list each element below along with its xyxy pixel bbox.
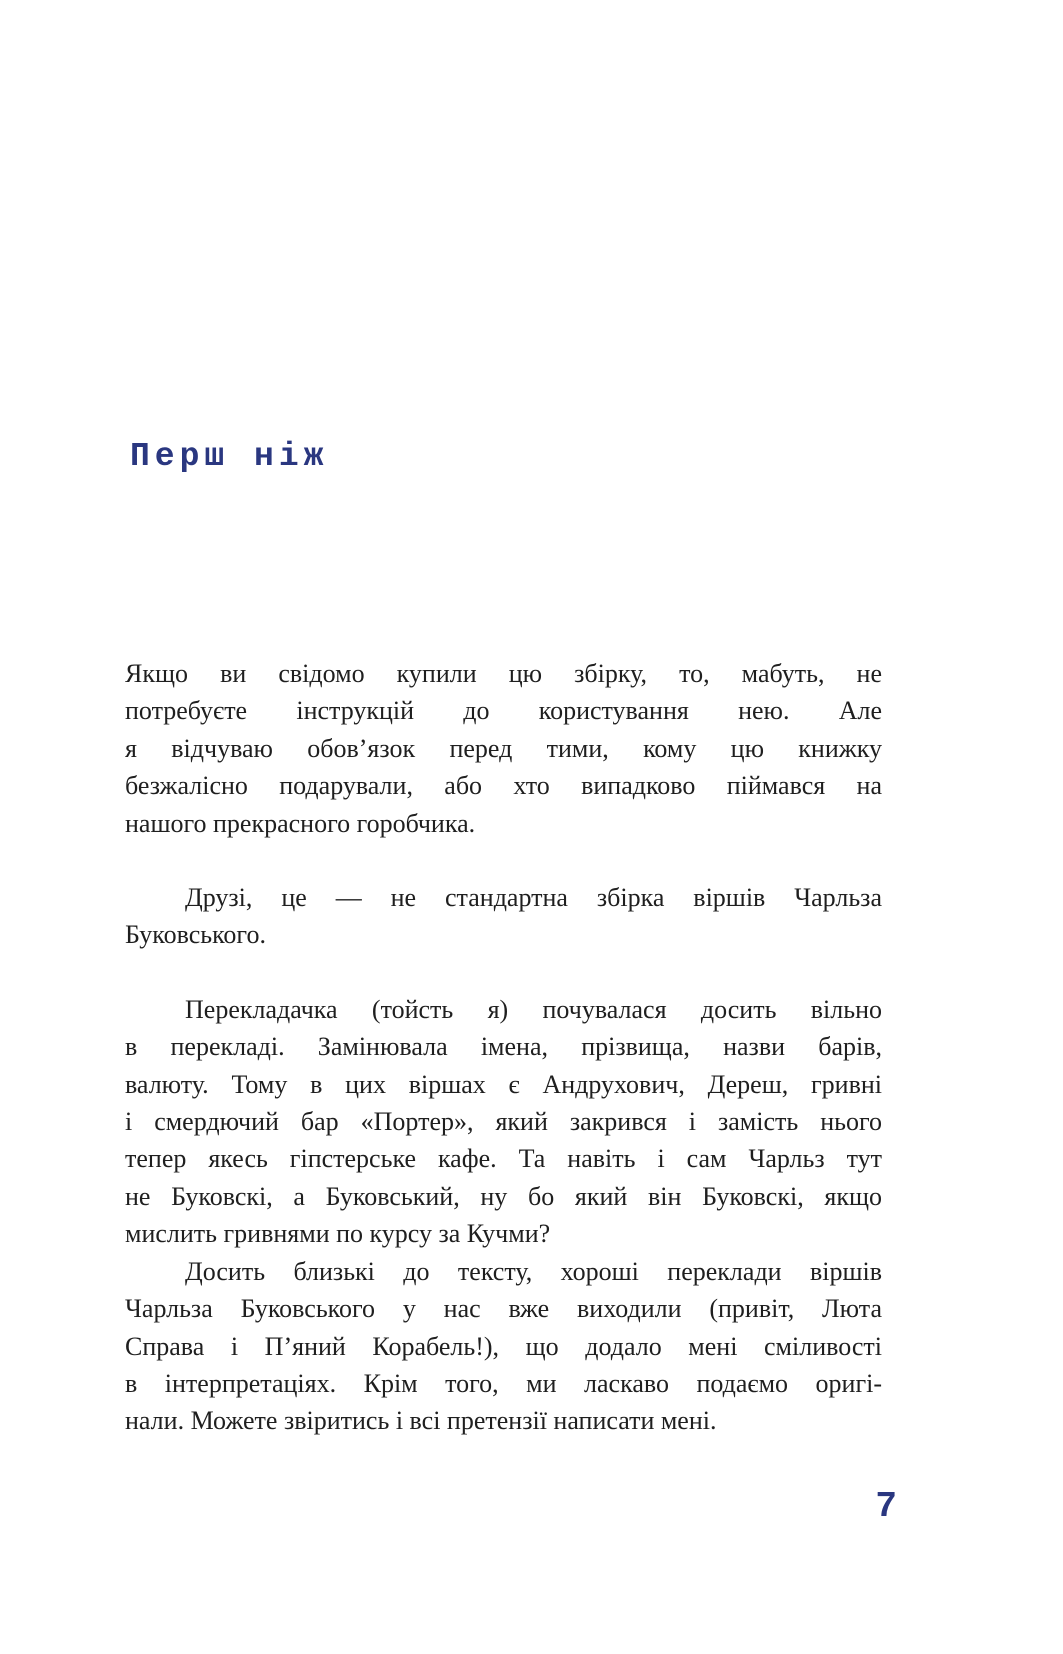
body-line: Якщо ви свідомо купили цю збірку, то, мабуть, не: [125, 659, 882, 688]
paragraph-intro: [125, 655, 882, 842]
paragraph-translator: [125, 991, 882, 1253]
body-line: мислить гривнями по курсу за Кучми?: [125, 1219, 551, 1249]
body-line: в перекладі. Замінювала імена, прізвища, назви барів,: [125, 1032, 882, 1062]
chapter-title: Перш ніж: [130, 438, 329, 475]
paragraph-friends: [125, 879, 882, 954]
body-line: я відчуваю обов’язок перед тими, кому цю книжку: [125, 733, 882, 763]
body-line: і смердючий бар «Портер», який закрився і замість нього: [125, 1107, 882, 1137]
body-line: нашого прекрасного горобчика.: [125, 808, 476, 838]
body-line: Чарльза Буковського у нас вже виходили (привіт, Люта: [125, 1294, 882, 1324]
body-line: Досить близькі до тексту, хороші переклади віршів: [185, 1256, 882, 1286]
paragraph-spacer: [125, 842, 882, 879]
body-line: нали. Можете звіритись і всі претензії написати мені.: [125, 1406, 717, 1436]
body-line: Перекладачка (тойсть я) почувалася досить вільно: [185, 994, 882, 1024]
paragraph-spacer: [125, 954, 882, 991]
body-line: Справа і П’яний Корабель!), що додало мені сміливості: [125, 1331, 882, 1361]
page-number: 7: [875, 1486, 897, 1527]
body-line: Друзі, це — не стандартна збірка віршів Чарльза: [185, 883, 882, 913]
body-line: безжалісно подарували, або хто випадково піймався на: [125, 771, 882, 801]
body-line: потребуєте інструкцій до користування нею. Але: [125, 696, 882, 726]
body-line: не Буковскі, а Буковський, ну бо який він Буковскі, якщо: [125, 1181, 882, 1211]
paragraph-translations: [125, 1253, 882, 1440]
body-line: валюту. Тому в цих віршах є Андрухович, Дереш, гривні: [125, 1069, 882, 1099]
body-text: [125, 655, 882, 1440]
body-line: тепер якесь гіпстерське кафе. Та навіть і сам Чарльз тут: [125, 1144, 882, 1174]
body-line: в інтерпретаціях. Крім того, ми ласкаво подаємо оригі-: [125, 1368, 882, 1398]
body-line: Буковського.: [125, 920, 266, 950]
